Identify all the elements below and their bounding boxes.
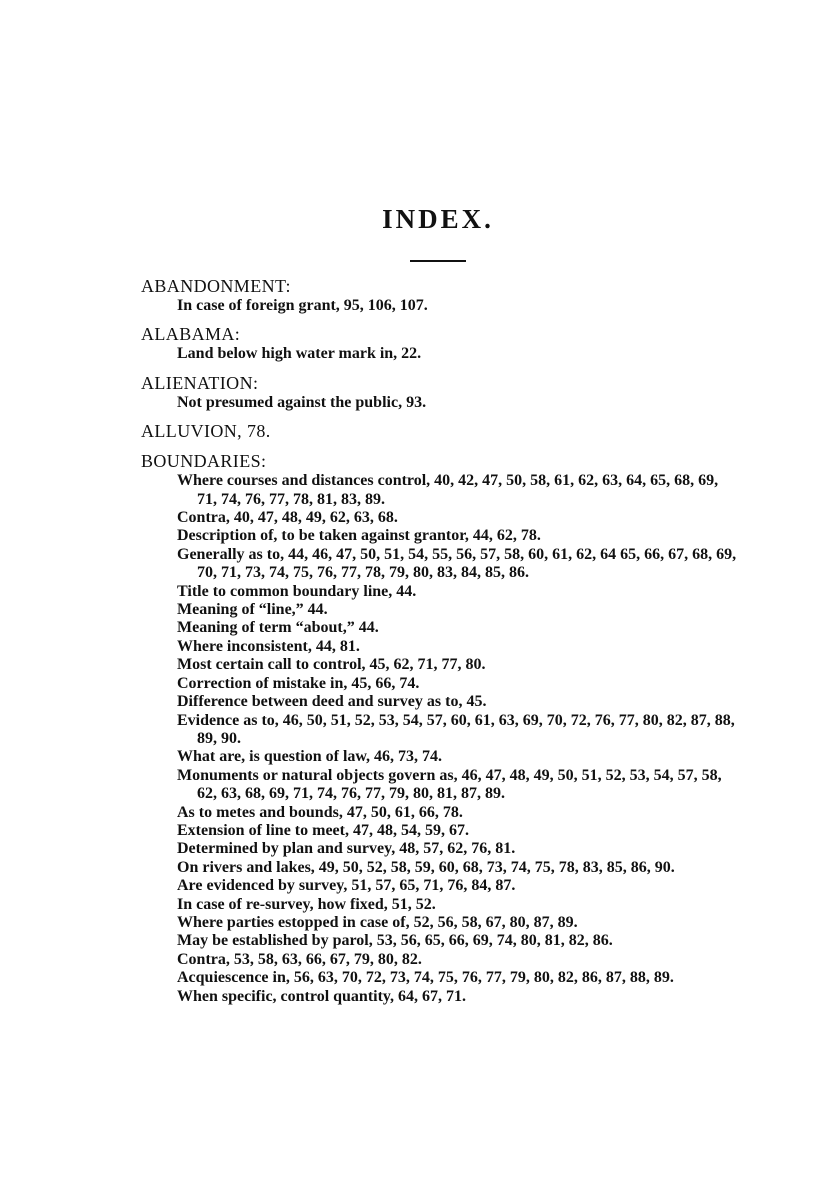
index-subentry: Evidence as to, 46, 50, 51, 52, 53, 54, 57, 60, 61, 63, 69, 70, 72, 76, 77, 80, 82, 87, 88, 89, 90. xyxy=(177,711,735,747)
index-heading: ABANDONMENT: xyxy=(141,276,291,296)
index-subentry: Are evidenced by survey, 51, 57, 65, 71, 76, 84, 87. xyxy=(177,877,516,895)
index-subentry: As to metes and bounds, 47, 50, 61, 66, 78. xyxy=(177,803,463,821)
page-title: INDEX. xyxy=(382,204,494,234)
index-subentry: Where parties estopped in case of, 52, 56, 58, 67, 80, 87, 89. xyxy=(177,913,578,931)
index-subentry: Acquiescence in, 56, 63, 70, 72, 73, 74, 75, 76, 77, 79, 80, 82, 86, 87, 88, 89. xyxy=(177,969,674,987)
index-entry xyxy=(141,450,741,1006)
index-subentry: On rivers and lakes, 49, 50, 52, 58, 59, 60, 68, 73, 74, 75, 78, 83, 85, 86, 90. xyxy=(177,858,675,876)
index-subentry: Title to common boundary line, 44. xyxy=(177,582,417,600)
index-entry xyxy=(141,372,741,412)
index-subentry: Contra, 40, 47, 48, 49, 62, 63, 68. xyxy=(177,509,398,527)
index-subentry: When specific, control quantity, 64, 67, 71. xyxy=(177,987,467,1005)
index-subentry: Not presumed against the public, 93. xyxy=(177,393,427,411)
index-subentry: What are, is question of law, 46, 73, 74. xyxy=(177,748,443,766)
index-subentry: May be established by parol, 53, 56, 65, 66, 69, 74, 80, 81, 82, 86. xyxy=(177,932,613,950)
index-subentry: Determined by plan and survey, 48, 57, 62, 76, 81. xyxy=(177,840,516,858)
index-subentry: Where inconsistent, 44, 81. xyxy=(177,637,360,655)
index-subentry: Most certain call to control, 45, 62, 71, 77, 80. xyxy=(177,656,486,674)
index-heading: ALLUVION, 78. xyxy=(141,421,271,442)
index-entry xyxy=(141,420,741,442)
index-subentry: Land below high water mark in, 22. xyxy=(177,345,422,363)
index-subentry: Contra, 53, 58, 63, 66, 67, 79, 80, 82. xyxy=(177,950,422,968)
index-subentry: Extension of line to meet, 47, 48, 54, 59, 67. xyxy=(177,821,469,839)
index-subentry: Meaning of “line,” 44. xyxy=(177,601,328,619)
index-heading: ALIENATION: xyxy=(141,372,259,393)
index-subentry: Where courses and distances control, 40, 42, 47, 50, 58, 61, 62, 63, 64, 65, 68, 69, 71, 74, 76, 77, 78, 81, 83, 89. xyxy=(177,472,719,508)
title-rule xyxy=(410,260,466,262)
index-heading: ALABAMA: xyxy=(141,324,241,345)
index-subentry: In case of foreign grant, 95, 106, 107. xyxy=(177,297,428,314)
index-entry xyxy=(141,275,741,315)
index-subentry: Correction of mistake in, 45, 66, 74. xyxy=(177,674,420,692)
index-subentry: In case of re-survey, how fixed, 51, 52. xyxy=(177,895,436,913)
index-subentry: Monuments or natural objects govern as, 46, 47, 48, 49, 50, 51, 52, 53, 54, 57, 58, 62, 63, 68, 69, 71, 74, 76, 77, 79, 80, 81, 87, 89. xyxy=(177,766,722,803)
index-subentry: Meaning of term “about,” 44. xyxy=(177,619,379,637)
index-subentry: Difference between deed and survey as to, 45. xyxy=(177,693,487,711)
index-list xyxy=(141,275,741,1014)
index-subentry: Generally as to, 44, 46, 47, 50, 51, 54, 55, 56, 57, 58, 60, 61, 62, 64 65, 66, 67, 68, 69, 70, 71, 73, 74, 75, 76, 77, 78, 79, 80, 83, 84, 85, 86. xyxy=(177,545,737,582)
index-subentry: Description of, to be taken against grantor, 44, 62, 78. xyxy=(177,527,541,545)
index-entry xyxy=(141,323,741,363)
index-heading: BOUNDARIES: xyxy=(141,451,267,472)
